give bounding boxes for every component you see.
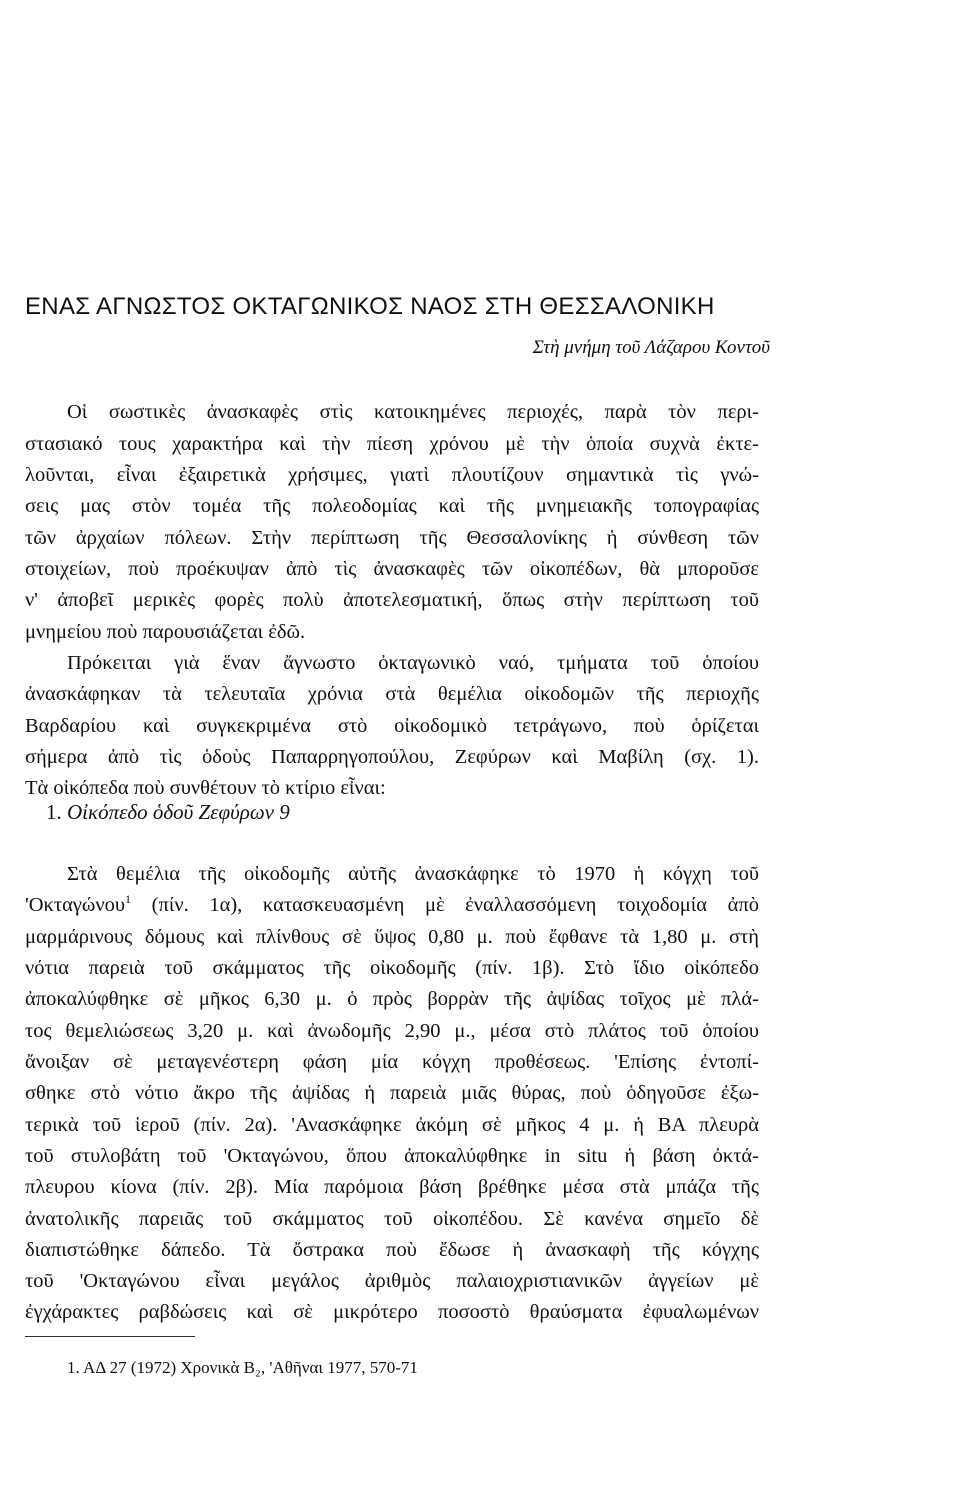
- text-line: Τὰ οἰκόπεδα ποὺ συνθέτουν τὸ κτίριο εἶναι:: [25, 777, 386, 799]
- text-line: τος θεμελιώσεως 3,20 μ. καὶ ἀνωδομῆς 2,90 μ., μέσα στὸ πλάτος τοῦ ὁποίου: [25, 1020, 759, 1042]
- article-title: ΕΝΑΣ ΑΓΝΩΣΤΟΣ ΟΚΤΑΓΩΝΙΚΟΣ ΝΑΟΣ ΣΤΗ ΘΕΣΣΑΛΟΝΙΚΗ: [25, 293, 715, 320]
- section-heading: [46, 800, 290, 825]
- section-title: Οἰκόπεδο ὁδοῦ Ζεφύρων 9: [67, 800, 290, 824]
- text-line: σθηκε στὸ νότιο ἄκρο τῆς ἀψίδας ἡ παρειὰ μιᾶς θύρας, ποὺ ὁδηγοῦσε ἐξω-: [25, 1082, 759, 1104]
- text-line: νότια παρειὰ τοῦ σκάμματος τῆς οἰκοδομῆς (πίν. 1β). Στὸ ἴδιο οἰκόπεδο: [25, 957, 759, 979]
- text-line: ἄνοιξαν σὲ μεταγενέστερη φάση μία κόγχη προθέσεως. 'Επίσης ἐντοπί-: [25, 1051, 759, 1073]
- text-line: ἀνασκάφηκαν τὰ τελευταῖα χρόνια στὰ θεμέλια οἰκοδομῶν τῆς περιοχῆς: [25, 683, 759, 705]
- text-line: Πρόκειται γιὰ ἕναν ἄγνωστο ὀκταγωνικὸ ναό, τμήματα τοῦ ὁποίου: [67, 652, 759, 674]
- text-line: μνημείου ποὺ παρουσιάζεται ἐδῶ.: [25, 621, 306, 643]
- text-line: τοῦ στυλοβάτη τοῦ 'Οκταγώνου, ὅπου ἀποκαλύφθηκε in situ ἡ βάση ὀκτά-: [25, 1145, 759, 1167]
- text-line: [25, 893, 759, 917]
- text-line: σήμερα ἀπὸ τὶς ὁδοὺς Παπαρρηγοπούλου, Ζεφύρων καὶ Μαβίλη (σχ. 1).: [25, 746, 759, 768]
- text-line: σεις μας στὸν τομέα τῆς πολεοδομίας καὶ τῆς μνημειακῆς τοπογραφίας: [25, 495, 759, 517]
- text-line: ἀνατολικῆς παρειᾶς τοῦ σκάμματος τοῦ οἰκοπέδου. Σὲ κανένα σημεῖο δὲ: [25, 1208, 759, 1230]
- dedication: Στὴ μνήμη τοῦ Λάζαρου Κοντοῦ: [532, 337, 770, 358]
- text-line: τῶν ἀρχαίων πόλεων. Στὴν περίπτωση τῆς Θεσσαλονίκης ἡ σύνθεση τῶν: [25, 527, 759, 549]
- text-line: Βαρδαρίου καὶ συγκεκριμένα στὸ οἰκοδομικὸ τετράγωνο, ποὺ ὁρίζεται: [25, 715, 759, 737]
- text-line: ν' ἀποβεῖ μερικὲς φορὲς πολὺ ἀποτελεσματική, ὅπως στὴν περίπτωση τοῦ: [25, 589, 759, 611]
- text-line: τερικὰ τοῦ ἱεροῦ (πίν. 2α). 'Ανασκάφηκε ἀκόμη σὲ μῆκος 4 μ. ἡ ΒΑ πλευρὰ: [25, 1114, 759, 1136]
- footnote-ref: 1: [125, 892, 132, 907]
- footnote: 1. ΑΔ 27 (1972) Χρονικὰ Β₂, 'Αθῆναι 1977, 570-71: [67, 1358, 418, 1377]
- text-line: στασιακό τους χαρακτήρα καὶ τὴν πίεση χρόνου μὲ τὴν ὁποία συχνὰ ἐκτε-: [25, 433, 759, 455]
- text-fragment: 'Οκταγώνου: [25, 894, 126, 916]
- text-line: Οἱ σωστικὲς ἀνασκαφὲς στὶς κατοικημένες περιοχές, παρὰ τὸν περι-: [67, 401, 759, 423]
- text-line: λοῦνται, εἶναι ἐξαιρετικὰ χρήσιμες, γιατὶ πλουτίζουν σημαντικὰ τὶς γνώ-: [25, 464, 759, 486]
- text-line: στοιχείων, ποὺ προέκυψαν ἀπὸ τὶς ἀνασκαφὲς τῶν οἰκοπέδων, θὰ μποροῦσε: [25, 558, 759, 580]
- text-fragment: (πίν. 1α), κατασκευασμένη μὲ ἐναλλασσόμενη τοιχοδομία ἀπὸ: [131, 894, 759, 916]
- text-line: διαπιστώθηκε δάπεδο. Τὰ ὄστρακα ποὺ ἔδωσε ἡ ἀνασκαφὴ τῆς κόγχης: [25, 1239, 759, 1261]
- footnote-divider: [25, 1336, 195, 1337]
- text-line: πλευρου κίονα (πίν. 2β). Μία παρόμοια βάση βρέθηκε μέσα στὰ μπάζα τῆς: [25, 1176, 759, 1198]
- text-line: ἐγχάρακτες ραβδώσεις καὶ σὲ μικρότερο ποσοστὸ θραύσματα ἐφυαλωμένων: [25, 1301, 759, 1323]
- text-line: ἀποκαλύφθηκε σὲ μῆκος 6,30 μ. ὁ πρὸς βορρὰν τῆς ἀψίδας τοῖχος μὲ πλά-: [25, 988, 759, 1010]
- text-line: Στὰ θεμέλια τῆς οἰκοδομῆς αὐτῆς ἀνασκάφηκε τὸ 1970 ἡ κόγχη τοῦ: [67, 863, 759, 885]
- section-number: 1.: [46, 800, 62, 824]
- text-line: τοῦ 'Οκταγώνου εἶναι μεγάλος ἀριθμὸς παλαιοχριστιανικῶν ἀγγείων μὲ: [25, 1270, 759, 1292]
- text-line: μαρμάρινους δόμους καὶ πλίνθους σὲ ὕψος 0,80 μ. ποὺ ἔφθανε τὰ 1,80 μ. στὴ: [25, 926, 759, 948]
